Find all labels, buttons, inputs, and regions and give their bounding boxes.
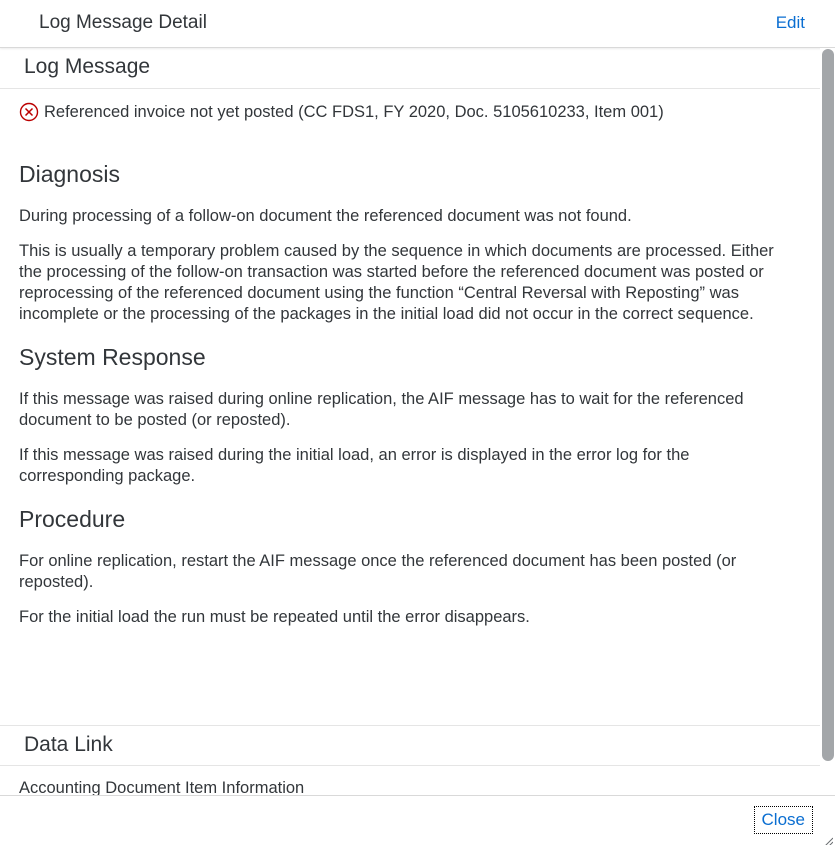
system-response-heading: System Response — [19, 344, 206, 370]
procedure-paragraph-1: For online replication, restart the AIF message once the referenced document has been posted (or reposted). — [19, 552, 737, 591]
diagnosis-paragraph-2: This is usually a temporary problem caused by the sequence in which documents are processed. Either the processing of the follow-on transaction was started before the referenced document was posted or reprocessing of the referenced document using the function “Central Reversal with Reposting” was incomplete or the processing of the packages in the initial load did not occur in the correct sequence. — [19, 242, 774, 323]
log-message-section-title: Log Message — [24, 55, 151, 78]
scrollbar-thumb[interactable] — [822, 49, 834, 761]
diagnosis-heading: Diagnosis — [19, 161, 120, 187]
dialog-content[interactable] — [0, 48, 820, 795]
message-longtext — [19, 160, 794, 642]
dialog-header — [0, 0, 835, 48]
edit-button[interactable]: Edit — [775, 13, 805, 32]
diagnosis-paragraph-1: During processing of a follow-on document the referenced document was not found. — [19, 207, 632, 225]
system-response-paragraph-1: If this message was raised during online replication, the AIF message has to wait for the referenced document to be posted (or reposted). — [19, 390, 744, 429]
log-message-text: Referenced invoice not yet posted (CC FDS1, FY 2020, Doc. 5105610233, Item 001) — [44, 102, 664, 121]
log-message-line — [19, 102, 664, 122]
data-link-item[interactable]: Accounting Document Item Information — [19, 779, 305, 795]
log-message-section-header — [0, 48, 820, 89]
procedure-paragraph-2: For the initial load the run must be repeated until the error disappears. — [19, 608, 530, 626]
error-circle-icon — [19, 102, 39, 122]
data-link-section-header — [0, 725, 820, 766]
dialog-title: Log Message Detail — [39, 12, 207, 33]
close-button[interactable]: Close — [754, 806, 813, 834]
resize-handle-icon[interactable] — [823, 833, 833, 843]
data-link-section-title: Data Link — [24, 733, 113, 756]
system-response-paragraph-2: If this message was raised during the initial load, an error is displayed in the error log for the corresponding package. — [19, 446, 690, 485]
dialog-footer — [0, 795, 835, 845]
procedure-heading: Procedure — [19, 506, 126, 532]
